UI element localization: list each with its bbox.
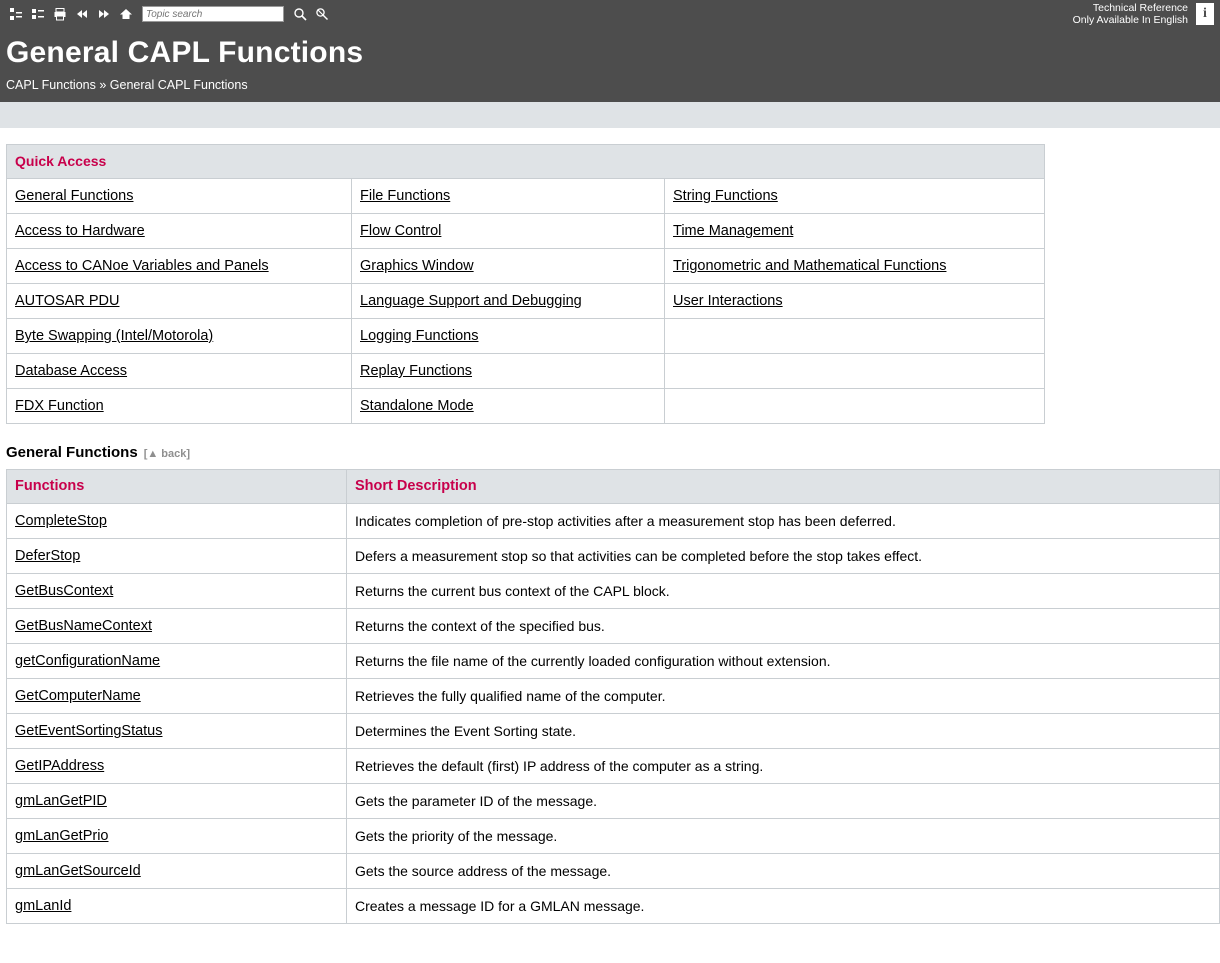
- table-row: [7, 319, 1045, 354]
- quick-access-cell: [352, 319, 665, 354]
- page-header: [0, 28, 1220, 102]
- info-icon[interactable]: i: [1196, 3, 1214, 25]
- table-row: [7, 574, 1220, 609]
- table-row: [7, 644, 1220, 679]
- link-gmlangetsourceid[interactable]: gmLanGetSourceId: [15, 863, 141, 879]
- breadcrumb: [6, 78, 1220, 92]
- toolbar-right: [1073, 0, 1214, 28]
- link-replay-functions[interactable]: Replay Functions: [360, 363, 473, 379]
- function-description-cell: Retrieves the default (first) IP address of the computer as a string.: [347, 749, 1220, 784]
- toolbar: [0, 0, 1220, 28]
- functions-table: [6, 469, 1220, 924]
- quick-access-cell: [7, 284, 352, 319]
- notice-line-1: Technical Reference: [1092, 2, 1188, 14]
- function-name-cell: [7, 504, 347, 539]
- function-description-cell: Gets the parameter ID of the message.: [347, 784, 1220, 819]
- link-byte-swapping[interactable]: Byte Swapping (Intel/Motorola): [15, 328, 214, 344]
- print-icon[interactable]: [50, 4, 70, 24]
- table-row: [7, 249, 1045, 284]
- quick-access-header-row: [7, 145, 1045, 179]
- link-gmlangetprio[interactable]: gmLanGetPrio: [15, 828, 109, 844]
- functions-table-header-row: [7, 470, 1220, 504]
- table-row: [7, 819, 1220, 854]
- table-row: [7, 389, 1045, 424]
- link-general-functions[interactable]: General Functions: [15, 188, 134, 204]
- quick-access-cell: [352, 214, 665, 249]
- function-description-cell: Retrieves the fully qualified name of the computer.: [347, 679, 1220, 714]
- function-description-cell: Returns the context of the specified bus.: [347, 609, 1220, 644]
- link-autosar-pdu[interactable]: AUTOSAR PDU: [15, 293, 120, 309]
- table-row: [7, 354, 1045, 389]
- function-name-cell: [7, 854, 347, 889]
- collapse-toc-icon[interactable]: [28, 4, 48, 24]
- link-database-access[interactable]: Database Access: [15, 363, 128, 379]
- back-to-top-link[interactable]: [▲ back]: [143, 448, 191, 460]
- column-header-short-description: Short Description: [347, 470, 1220, 504]
- link-standalone-mode[interactable]: Standalone Mode: [360, 398, 474, 414]
- quick-access-section: [6, 144, 1044, 424]
- function-description-cell: Indicates completion of pre-stop activities after a measurement stop has been deferred.: [347, 504, 1220, 539]
- quick-access-cell: [7, 319, 352, 354]
- quick-access-cell: [7, 389, 352, 424]
- quick-access-cell-empty: [665, 319, 1045, 354]
- search-icon[interactable]: [290, 4, 310, 24]
- link-getipaddress[interactable]: GetIPAddress: [15, 758, 105, 774]
- link-getbuscontext[interactable]: GetBusContext: [15, 583, 114, 599]
- quick-access-cell: [665, 249, 1045, 284]
- previous-icon[interactable]: [72, 4, 92, 24]
- table-row: [7, 854, 1220, 889]
- notice-line-2: Only Available In English: [1072, 14, 1188, 26]
- search-input[interactable]: [142, 6, 284, 22]
- link-getconfigurationname[interactable]: getConfigurationName: [15, 653, 161, 669]
- quick-access-cell: [665, 179, 1045, 214]
- link-gmlangetpid[interactable]: gmLanGetPID: [15, 793, 107, 809]
- link-deferstop[interactable]: DeferStop: [15, 548, 81, 564]
- link-gmlanid[interactable]: gmLanId: [15, 898, 72, 914]
- function-description-cell: Gets the source address of the message.: [347, 854, 1220, 889]
- quick-access-cell: [352, 354, 665, 389]
- function-name-cell: [7, 609, 347, 644]
- section-heading: [6, 444, 1220, 461]
- table-row: [7, 214, 1045, 249]
- link-access-to-canoe-variables-and-panels[interactable]: Access to CANoe Variables and Panels: [15, 258, 269, 274]
- function-name-cell: [7, 889, 347, 924]
- quick-access-heading: Quick Access: [7, 145, 1045, 179]
- function-description-cell: Defers a measurement stop so that activities can be completed before the stop takes effect.: [347, 539, 1220, 574]
- expand-toc-icon[interactable]: [6, 4, 26, 24]
- quick-access-cell: [665, 284, 1045, 319]
- function-name-cell: [7, 714, 347, 749]
- link-getbusnamecontext[interactable]: GetBusNameContext: [15, 618, 153, 634]
- table-row: [7, 679, 1220, 714]
- link-graphics-window[interactable]: Graphics Window: [360, 258, 474, 274]
- link-string-functions[interactable]: String Functions: [673, 188, 778, 204]
- section-heading-text: General Functions: [6, 444, 138, 461]
- quick-access-table: [6, 144, 1045, 424]
- next-icon[interactable]: [94, 4, 114, 24]
- home-icon[interactable]: [116, 4, 136, 24]
- function-name-cell: [7, 749, 347, 784]
- function-name-cell: [7, 574, 347, 609]
- function-name-cell: [7, 539, 347, 574]
- quick-access-cell: [352, 284, 665, 319]
- quick-access-cell: [352, 389, 665, 424]
- header-subbar: [0, 102, 1220, 128]
- function-name-cell: [7, 819, 347, 854]
- table-row: [7, 749, 1220, 784]
- table-row: [7, 504, 1220, 539]
- quick-access-cell: [7, 354, 352, 389]
- function-name-cell: [7, 679, 347, 714]
- quick-access-cell: [352, 179, 665, 214]
- clear-search-icon[interactable]: [312, 4, 332, 24]
- function-description-cell: Creates a message ID for a GMLAN message.: [347, 889, 1220, 924]
- function-description-cell: Determines the Event Sorting state.: [347, 714, 1220, 749]
- link-flow-control[interactable]: Flow Control: [360, 223, 442, 239]
- breadcrumb-separator: »: [99, 78, 107, 92]
- link-trigonometric-and-mathematical-functions[interactable]: Trigonometric and Mathematical Functions: [673, 258, 947, 274]
- technical-reference-notice: [1073, 2, 1188, 26]
- table-row: [7, 889, 1220, 924]
- main-content: [0, 144, 1220, 924]
- link-geteventsortingstatus[interactable]: GetEventSortingStatus: [15, 723, 163, 739]
- link-time-management[interactable]: Time Management: [673, 223, 794, 239]
- link-getcomputername[interactable]: GetComputerName: [15, 688, 141, 704]
- table-row: [7, 609, 1220, 644]
- link-fdx-function[interactable]: FDX Function: [15, 398, 104, 414]
- function-description-cell: Returns the file name of the currently loaded configuration without extension.: [347, 644, 1220, 679]
- quick-access-cell-empty: [665, 354, 1045, 389]
- link-access-to-hardware[interactable]: Access to Hardware: [15, 223, 145, 239]
- link-language-support-and-debugging[interactable]: Language Support and Debugging: [360, 293, 582, 309]
- quick-access-cell-empty: [665, 389, 1045, 424]
- quick-access-cell: [352, 249, 665, 284]
- table-row: [7, 539, 1220, 574]
- link-completestop[interactable]: CompleteStop: [15, 513, 107, 529]
- function-name-cell: [7, 644, 347, 679]
- breadcrumb-parent[interactable]: CAPL Functions: [6, 78, 96, 92]
- link-user-interactions[interactable]: User Interactions: [673, 293, 783, 309]
- quick-access-cell: [7, 179, 352, 214]
- function-description-cell: Returns the current bus context of the CAPL block.: [347, 574, 1220, 609]
- column-header-functions: Functions: [7, 470, 347, 504]
- table-row: [7, 714, 1220, 749]
- function-name-cell: [7, 784, 347, 819]
- functions-section: [6, 469, 1220, 924]
- quick-access-cell: [665, 214, 1045, 249]
- quick-access-cell: [7, 214, 352, 249]
- quick-access-cell: [7, 249, 352, 284]
- breadcrumb-current: General CAPL Functions: [109, 78, 248, 92]
- link-file-functions[interactable]: File Functions: [360, 188, 451, 204]
- function-description-cell: Gets the priority of the message.: [347, 819, 1220, 854]
- page-title: General CAPL Functions: [6, 36, 364, 69]
- link-logging-functions[interactable]: Logging Functions: [360, 328, 479, 344]
- table-row: [7, 179, 1045, 214]
- table-row: [7, 284, 1045, 319]
- table-row: [7, 784, 1220, 819]
